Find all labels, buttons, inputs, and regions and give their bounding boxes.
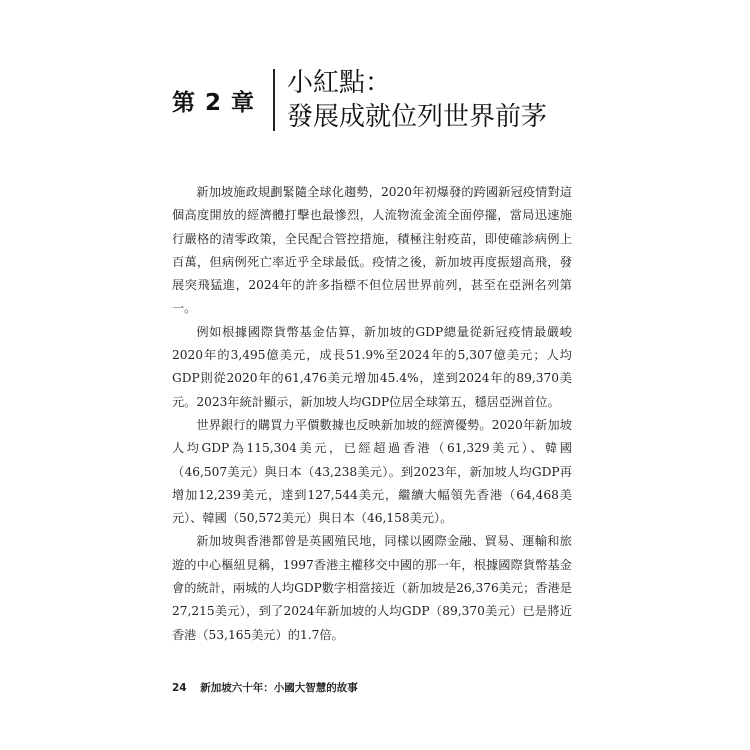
page-footer bbox=[172, 680, 358, 695]
paragraph-2: 例如根據國際貨幣基金估算，新加坡的GDP總量從新冠疫情最嚴峻2020年的3,495億美元，成長51.9%至2024年的5,307億美元；人均GDP則從2020年的61,476美元增加45.4%，達到2024年的89,370美元。2023年統計顯示，新加坡人均GDP位居全球第五，穩居亞洲首位。 bbox=[172, 324, 572, 409]
page-number: 24 bbox=[172, 682, 187, 694]
chapter-title-line-2: 發展成就位列世界前茅 bbox=[287, 102, 548, 132]
chapter-title bbox=[275, 66, 547, 134]
chapter-title-line-1: 小紅點： bbox=[287, 68, 392, 98]
body-text bbox=[172, 181, 572, 647]
paragraph-3: 世界銀行的購買力平價數據也反映新加坡的經濟優勢。2020年新加坡人均GDP為115,304美元，已經超過香港（61,329美元）、韓國（46,507美元）與日本（43,238美元）。到2023年，新加坡人均GDP再增加12,239美元，達到127,544美元，繼續大幅領先香港（64,468美元）、韓國（50,572美元）與日本（46,158美元）。 bbox=[172, 417, 572, 526]
running-title: 新加坡六十年：小國大智慧的故事 bbox=[200, 682, 358, 694]
paragraph-1: 新加坡施政規劃緊隨全球化趨勢，2020年初爆發的跨國新冠疫情對這個高度開放的經濟體打擊也最慘烈，人流物流金流全面停擺，當局迅速施行嚴格的清零政策，全民配合管控措施，積極注射疫苗，即使確診病例上百萬，但病例死亡率近乎全球最低。疫情之後，新加坡再度振翅高飛，發展突飛猛進，2024年的許多指標不但位居世界前列，甚至在亞洲名列第一。 bbox=[172, 185, 572, 316]
paragraph-4: 新加坡與香港都曾是英國殖民地，同樣以國際金融、貿易、運輸和旅遊的中心樞紐見稱，1997香港主權移交中國的那一年，根據國際貨幣基金會的統計，兩城的人均GDP數字相當接近（新加坡是26,376美元；香港是27,215美元），到了2024年新加坡的人均GDP（89,370美元）已是將近香港（53,165美元）的1.7倍。 bbox=[172, 534, 572, 642]
chapter-number: 第 2 章 bbox=[172, 89, 256, 116]
chapter-header bbox=[172, 66, 547, 134]
